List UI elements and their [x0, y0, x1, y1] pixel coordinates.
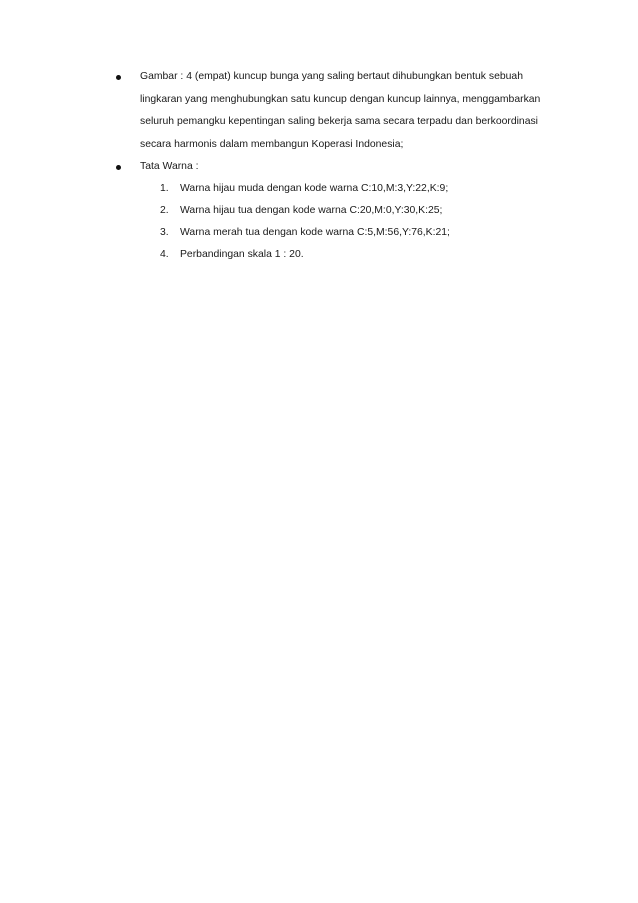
list-number: 1. — [160, 183, 169, 194]
list-number: 2. — [160, 205, 169, 216]
list-number: 3. — [160, 227, 169, 238]
bullet-dot-icon — [116, 165, 121, 170]
list-text: Warna hijau tua dengan kode warna C:20,M:0,Y:30,K:25; — [180, 205, 443, 216]
paragraph-line: lingkaran yang menghubungkan satu kuncup dengan kuncup lainnya, menggambarkan — [140, 93, 541, 105]
color-list-item — [160, 178, 448, 201]
list-text: Perbandingan skala 1 : 20. — [180, 249, 304, 260]
bullet-heading — [140, 156, 560, 179]
bullet-dot-icon — [116, 75, 121, 80]
paragraph-line: Gambar : 4 (empat) kuncup bunga yang saling bertaut dihubungkan bentuk sebuah — [140, 71, 523, 82]
paragraph-line: secara harmonis dalam membangun Koperasi Indonesia; — [140, 138, 404, 150]
color-list-item — [160, 200, 442, 223]
section-label: Tata Warna : — [140, 161, 199, 172]
bullet-paragraph — [140, 66, 560, 156]
paragraph-line: seluruh pemangku kepentingan saling bekerja sama secara terpadu dan berkoordinasi — [140, 116, 538, 127]
color-list-item — [160, 244, 304, 267]
list-number: 4. — [160, 249, 169, 260]
list-text: Warna hijau muda dengan kode warna C:10,M:3,Y:22,K:9; — [180, 183, 449, 194]
list-text: Warna merah tua dengan kode warna C:5,M:56,Y:76,K:21; — [180, 227, 450, 238]
color-list-item — [160, 222, 450, 245]
